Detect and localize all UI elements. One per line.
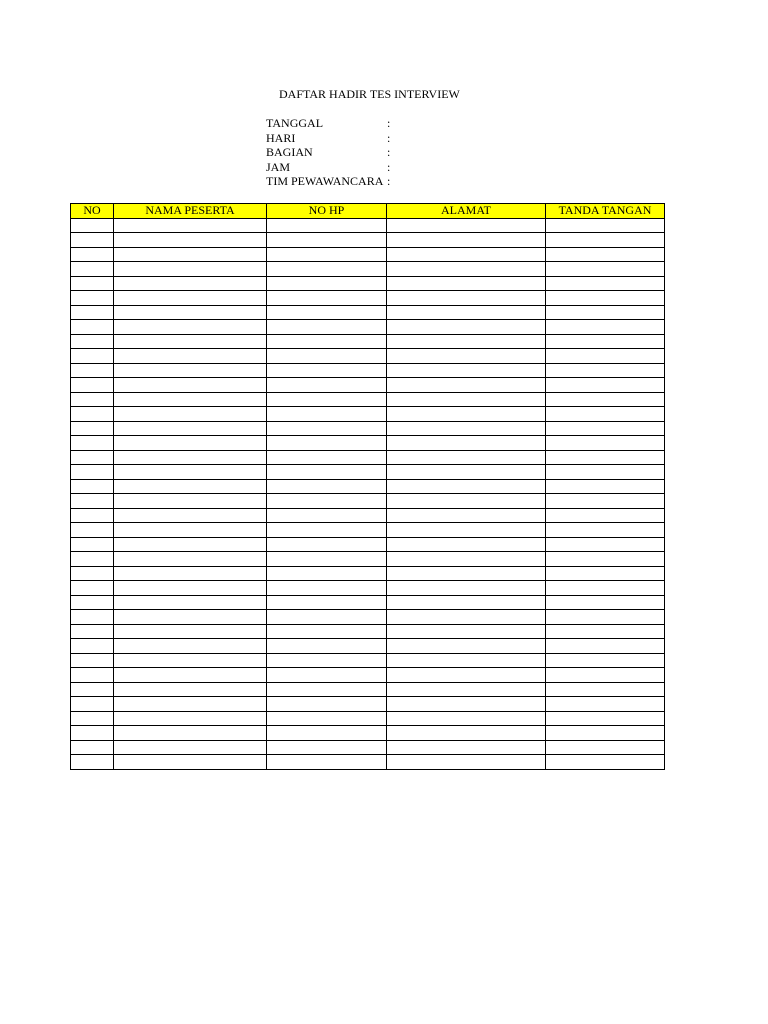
table-cell xyxy=(267,566,387,581)
table-cell xyxy=(114,305,267,320)
table-cell xyxy=(387,711,546,726)
table-cell xyxy=(546,276,665,291)
table-cell xyxy=(546,479,665,494)
table-cell xyxy=(387,668,546,683)
table-cell xyxy=(546,218,665,233)
table-cell xyxy=(114,711,267,726)
table-cell xyxy=(387,247,546,262)
meta-label: JAM xyxy=(266,159,291,174)
table-cell xyxy=(114,450,267,465)
table-cell xyxy=(71,450,114,465)
table-cell xyxy=(387,233,546,248)
table-cell xyxy=(71,349,114,364)
table-cell xyxy=(267,262,387,277)
table-cell xyxy=(387,581,546,596)
table-cell xyxy=(114,349,267,364)
table-cell xyxy=(267,305,387,320)
table-cell xyxy=(546,407,665,422)
table-cell xyxy=(546,668,665,683)
table-row xyxy=(71,378,665,393)
table-cell xyxy=(546,392,665,407)
table-cell xyxy=(71,407,114,422)
table-row xyxy=(71,624,665,639)
meta-colon: : xyxy=(387,145,391,160)
table-cell xyxy=(267,450,387,465)
table-cell xyxy=(267,610,387,625)
table-cell xyxy=(114,639,267,654)
table-cell xyxy=(114,653,267,668)
meta-row-tim-pewawancara xyxy=(266,174,397,189)
table-cell xyxy=(387,537,546,552)
table-cell xyxy=(546,262,665,277)
meta-colon: : xyxy=(387,174,391,189)
table-cell xyxy=(387,218,546,233)
table-cell xyxy=(387,523,546,538)
table-row xyxy=(71,218,665,233)
table-cell xyxy=(267,523,387,538)
table-cell xyxy=(546,566,665,581)
table-cell xyxy=(387,639,546,654)
table-cell xyxy=(114,566,267,581)
table-cell xyxy=(267,581,387,596)
table-cell xyxy=(387,305,546,320)
table-row xyxy=(71,639,665,654)
table-cell xyxy=(267,494,387,509)
table-cell xyxy=(387,494,546,509)
table-cell xyxy=(114,392,267,407)
table-cell xyxy=(546,552,665,567)
table-cell xyxy=(71,726,114,741)
table-cell xyxy=(71,537,114,552)
table-cell xyxy=(71,552,114,567)
table-cell xyxy=(387,682,546,697)
table-cell xyxy=(546,726,665,741)
table-cell xyxy=(267,465,387,480)
table-cell xyxy=(267,697,387,712)
table-cell xyxy=(546,450,665,465)
table-cell xyxy=(114,552,267,567)
table-cell xyxy=(546,653,665,668)
table-row xyxy=(71,668,665,683)
table-cell xyxy=(387,653,546,668)
table-cell xyxy=(71,697,114,712)
table-row xyxy=(71,566,665,581)
table-cell xyxy=(546,523,665,538)
column-header-alamat: ALAMAT xyxy=(387,204,546,219)
column-header-no: NO xyxy=(71,204,114,219)
table-cell xyxy=(71,523,114,538)
meta-row-bagian xyxy=(266,145,397,160)
table-cell xyxy=(267,755,387,770)
column-header-nama-peserta: NAMA PESERTA xyxy=(114,204,267,219)
table-cell xyxy=(387,610,546,625)
table-row xyxy=(71,407,665,422)
table-cell xyxy=(114,320,267,335)
table-cell xyxy=(267,247,387,262)
table-cell xyxy=(387,726,546,741)
table-cell xyxy=(71,711,114,726)
table-cell xyxy=(114,407,267,422)
table-cell xyxy=(387,407,546,422)
table-cell xyxy=(71,305,114,320)
table-cell xyxy=(546,494,665,509)
table-cell xyxy=(267,552,387,567)
table-cell xyxy=(546,305,665,320)
table-cell xyxy=(114,523,267,538)
table-row xyxy=(71,479,665,494)
table-cell xyxy=(71,276,114,291)
table-cell xyxy=(114,755,267,770)
table-cell xyxy=(267,421,387,436)
table-cell xyxy=(114,610,267,625)
meta-colon: : xyxy=(387,130,391,145)
table-cell xyxy=(387,291,546,306)
table-cell xyxy=(114,276,267,291)
table-cell xyxy=(387,755,546,770)
table-cell xyxy=(114,581,267,596)
table-cell xyxy=(71,392,114,407)
table-cell xyxy=(546,711,665,726)
table-cell xyxy=(71,363,114,378)
table-row xyxy=(71,711,665,726)
table-cell xyxy=(267,726,387,741)
table-cell xyxy=(71,320,114,335)
table-cell xyxy=(267,682,387,697)
table-cell xyxy=(387,349,546,364)
table-cell xyxy=(71,740,114,755)
table-cell xyxy=(387,508,546,523)
table-cell xyxy=(114,479,267,494)
table-row xyxy=(71,465,665,480)
table-row xyxy=(71,305,665,320)
table-cell xyxy=(267,479,387,494)
table-cell xyxy=(114,697,267,712)
table-row xyxy=(71,697,665,712)
table-row xyxy=(71,349,665,364)
table-cell xyxy=(387,378,546,393)
table-cell xyxy=(387,421,546,436)
table-cell xyxy=(546,624,665,639)
table-cell xyxy=(114,436,267,451)
table-row xyxy=(71,262,665,277)
table-cell xyxy=(546,363,665,378)
table-cell xyxy=(71,291,114,306)
meta-colon: : xyxy=(387,116,391,130)
table-cell xyxy=(114,494,267,509)
table-cell xyxy=(267,537,387,552)
table-cell xyxy=(387,262,546,277)
table-cell xyxy=(387,566,546,581)
table-cell xyxy=(114,262,267,277)
table-cell xyxy=(267,320,387,335)
table-cell xyxy=(546,537,665,552)
table-row xyxy=(71,523,665,538)
table-cell xyxy=(546,595,665,610)
table-cell xyxy=(546,682,665,697)
table-cell xyxy=(387,392,546,407)
table-cell xyxy=(546,349,665,364)
table-cell xyxy=(267,378,387,393)
table-cell xyxy=(267,392,387,407)
meta-label: TIM PEWAWANCARA xyxy=(266,174,384,189)
table-cell xyxy=(387,363,546,378)
table-cell xyxy=(267,436,387,451)
table-cell xyxy=(71,653,114,668)
table-cell xyxy=(546,465,665,480)
table-row xyxy=(71,334,665,349)
meta-row-tanggal xyxy=(266,116,397,131)
table-cell xyxy=(267,334,387,349)
table-cell xyxy=(71,334,114,349)
table-row xyxy=(71,436,665,451)
table-cell xyxy=(114,421,267,436)
table-cell xyxy=(71,610,114,625)
table-cell xyxy=(546,247,665,262)
meta-colon: : xyxy=(387,159,391,174)
table-cell xyxy=(546,233,665,248)
table-row xyxy=(71,276,665,291)
table-row xyxy=(71,537,665,552)
table-cell xyxy=(387,465,546,480)
table-cell xyxy=(71,639,114,654)
table-cell xyxy=(546,334,665,349)
table-row xyxy=(71,363,665,378)
table-cell xyxy=(267,407,387,422)
table-cell xyxy=(267,653,387,668)
table-cell xyxy=(71,233,114,248)
table-cell xyxy=(71,218,114,233)
table-cell xyxy=(71,682,114,697)
table-cell xyxy=(546,610,665,625)
table-cell xyxy=(267,668,387,683)
table-cell xyxy=(546,421,665,436)
table-cell xyxy=(387,624,546,639)
table-cell xyxy=(387,595,546,610)
table-body xyxy=(71,218,665,769)
table-cell xyxy=(387,436,546,451)
table-cell xyxy=(387,740,546,755)
table-row xyxy=(71,610,665,625)
meta-row-hari xyxy=(266,131,397,146)
meta-label: TANGGAL xyxy=(266,116,324,130)
table-cell xyxy=(71,668,114,683)
table-cell xyxy=(387,334,546,349)
table-cell xyxy=(114,218,267,233)
table-row xyxy=(71,291,665,306)
table-row xyxy=(71,508,665,523)
table-cell xyxy=(387,276,546,291)
table-header-row xyxy=(71,204,665,219)
meta-fields xyxy=(266,116,397,189)
table-cell xyxy=(267,291,387,306)
table-cell xyxy=(267,624,387,639)
table-cell xyxy=(387,450,546,465)
table-cell xyxy=(267,508,387,523)
table-row xyxy=(71,755,665,770)
table-cell xyxy=(267,276,387,291)
table-cell xyxy=(546,740,665,755)
table-cell xyxy=(387,320,546,335)
table-cell xyxy=(71,421,114,436)
table-cell xyxy=(546,639,665,654)
table-cell xyxy=(71,566,114,581)
table-row xyxy=(71,552,665,567)
table-cell xyxy=(71,494,114,509)
table-cell xyxy=(267,218,387,233)
table-cell xyxy=(267,233,387,248)
table-cell xyxy=(546,320,665,335)
attendance-table xyxy=(70,203,665,770)
table-cell xyxy=(114,682,267,697)
table-cell xyxy=(114,465,267,480)
table-row xyxy=(71,392,665,407)
table-cell xyxy=(114,378,267,393)
table-cell xyxy=(546,755,665,770)
table-cell xyxy=(267,363,387,378)
table-row xyxy=(71,320,665,335)
table-cell xyxy=(546,508,665,523)
meta-label: HARI xyxy=(266,130,296,145)
table-row xyxy=(71,581,665,596)
table-cell xyxy=(546,697,665,712)
table-cell xyxy=(114,595,267,610)
table-cell xyxy=(114,363,267,378)
table-cell xyxy=(267,639,387,654)
table-row xyxy=(71,450,665,465)
table-cell xyxy=(71,595,114,610)
table-cell xyxy=(546,581,665,596)
table-cell xyxy=(71,755,114,770)
table-cell xyxy=(114,537,267,552)
table-row xyxy=(71,682,665,697)
table-row xyxy=(71,494,665,509)
table-cell xyxy=(71,378,114,393)
table-cell xyxy=(114,726,267,741)
table-cell xyxy=(546,436,665,451)
table-row xyxy=(71,653,665,668)
table-cell xyxy=(387,697,546,712)
table-cell xyxy=(267,349,387,364)
table-cell xyxy=(114,247,267,262)
column-header-no-hp: NO HP xyxy=(267,204,387,219)
table-row xyxy=(71,740,665,755)
table-cell xyxy=(387,552,546,567)
table-row xyxy=(71,247,665,262)
table-cell xyxy=(114,291,267,306)
document-title: DAFTAR HADIR TES INTERVIEW xyxy=(279,87,460,101)
table-cell xyxy=(546,378,665,393)
table-row xyxy=(71,726,665,741)
table-cell xyxy=(71,436,114,451)
table-row xyxy=(71,233,665,248)
table-cell xyxy=(114,624,267,639)
table-cell xyxy=(546,291,665,306)
column-header-tanda-tangan: TANDA TANGAN xyxy=(546,204,665,219)
table-cell xyxy=(71,465,114,480)
table-cell xyxy=(71,479,114,494)
table-cell xyxy=(114,233,267,248)
table-cell xyxy=(71,508,114,523)
table-cell xyxy=(71,247,114,262)
table-cell xyxy=(114,668,267,683)
table-cell xyxy=(71,581,114,596)
table-row xyxy=(71,421,665,436)
table-cell xyxy=(114,508,267,523)
table-cell xyxy=(387,479,546,494)
table-cell xyxy=(267,711,387,726)
meta-row-jam xyxy=(266,160,397,175)
table-cell xyxy=(267,740,387,755)
table-row xyxy=(71,595,665,610)
meta-label: BAGIAN xyxy=(266,145,313,160)
table-cell xyxy=(71,262,114,277)
table-cell xyxy=(267,595,387,610)
table-cell xyxy=(114,334,267,349)
table-cell xyxy=(71,624,114,639)
table-cell xyxy=(114,740,267,755)
